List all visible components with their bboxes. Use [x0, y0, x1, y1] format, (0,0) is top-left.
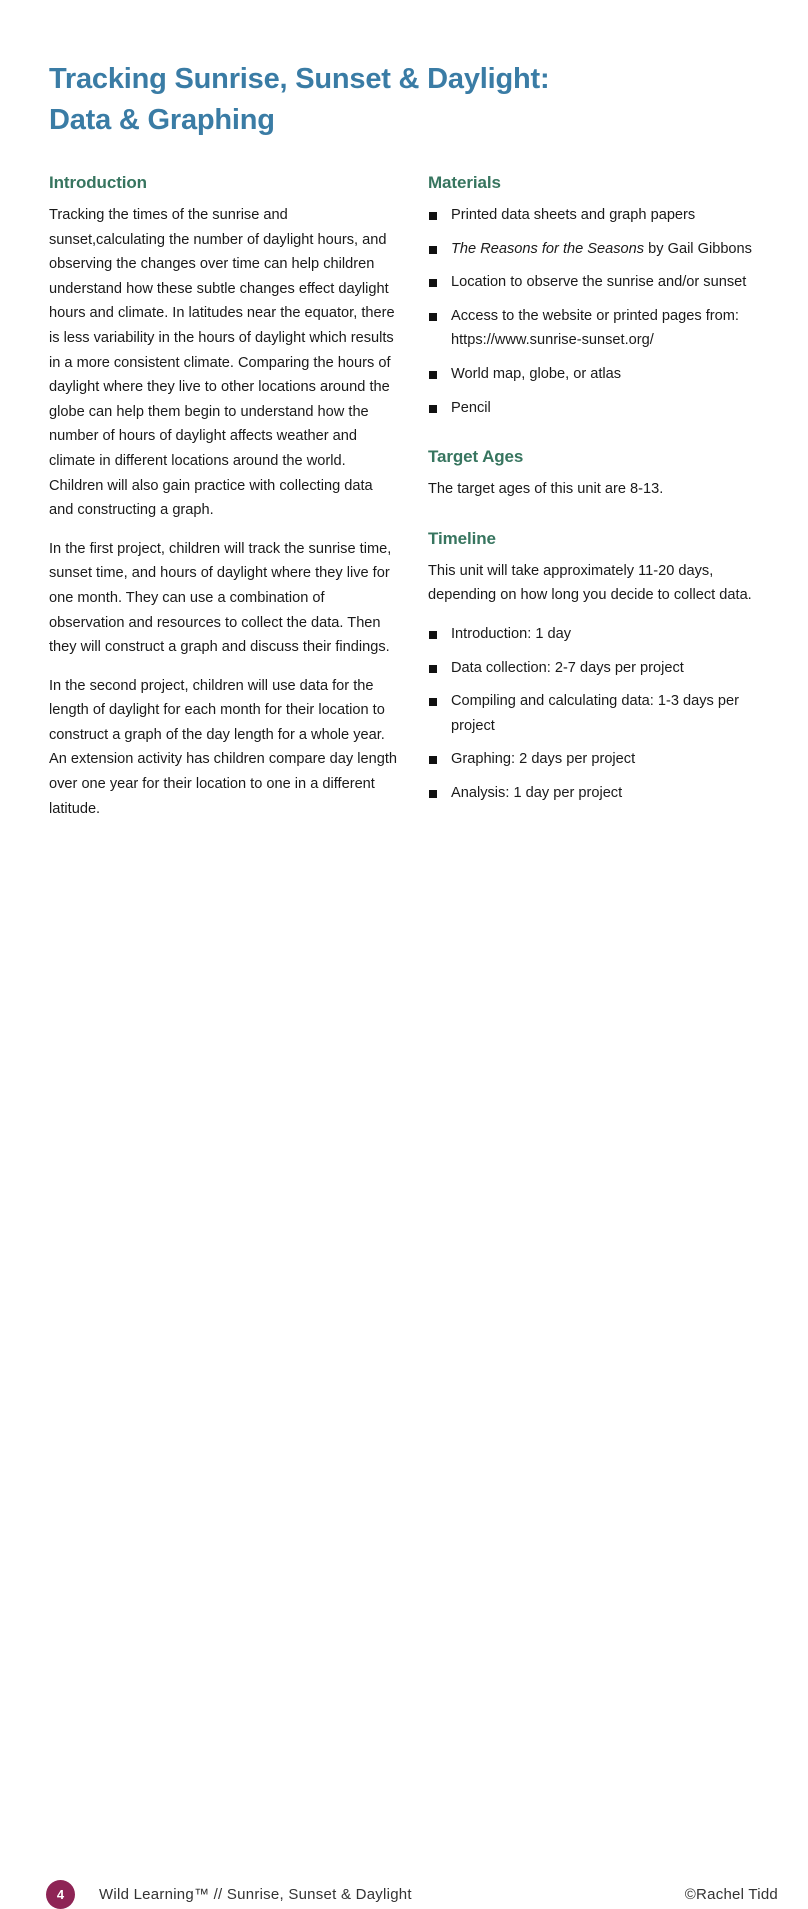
square-bullet-icon: [429, 405, 437, 413]
left-column: [49, 172, 401, 821]
list-item: [428, 304, 780, 353]
list-item-label: Location to observe the sunrise and/or sunset: [451, 274, 747, 291]
square-bullet-icon: [429, 698, 437, 706]
list-item-label: Pencil: [451, 399, 491, 416]
page-title-line-2: Data & Graphing: [49, 104, 275, 136]
list-item-label: Access to the website or printed pages from: https://www.sunrise-sunset.org/: [451, 307, 739, 349]
list-item: [428, 622, 780, 647]
list-item: [428, 203, 780, 228]
introduction-paragraph-1: Tracking the times of the sunrise and sunset,calculating the number of daylight hours, and observing the changes over time can help children understand how these subtle changes effect daylight hours and climate. In latitudes near the equator, there is less variability in the hours of daylight which results in a more consistent climate. Comparing the hours of daylight where they live to other locations around the globe can help them begin to understand how the number of hours of daylight affects weather and climate in different locations around the world. Children will also gain practice with collecting data and constructing a graph.: [49, 207, 395, 519]
list-item-label: Printed data sheets and graph papers: [451, 207, 696, 223]
list-item: [428, 689, 780, 738]
page-footer: [0, 938, 808, 1903]
list-item-label: Data collection: 2-7 days per project: [451, 659, 684, 676]
list-item-label: Compiling and calculating data: 1-3 days per project: [451, 693, 739, 734]
square-bullet-icon: [429, 313, 437, 321]
list-item: [428, 362, 780, 387]
square-bullet-icon: [429, 756, 437, 764]
list-item-label: Introduction: 1 day: [451, 625, 572, 642]
right-column: [428, 172, 780, 806]
materials-heading: Materials: [428, 173, 501, 192]
footer-brand-text: Wild Learning™ // Sunrise, Sunset & Daylight: [99, 1886, 412, 1903]
list-item-label: by Gail Gibbons: [644, 240, 752, 257]
introduction-heading: Introduction: [49, 173, 147, 192]
list-item: [428, 656, 780, 681]
page-title: [49, 59, 749, 141]
square-bullet-icon: [429, 665, 437, 673]
list-item-label: Graphing: 2 days per project: [451, 751, 636, 768]
list-item: [428, 237, 780, 262]
timeline-list: [428, 622, 780, 806]
timeline-heading: Timeline: [428, 528, 496, 548]
target-ages-heading: Target Ages: [428, 447, 524, 467]
square-bullet-icon: [429, 212, 437, 220]
page-number-badge: 4: [46, 1880, 75, 1909]
list-item: [428, 781, 780, 806]
square-bullet-icon: [429, 246, 437, 254]
book-title: The Reasons for the Seasons: [451, 240, 645, 257]
page-title-line-1: Tracking Sunrise, Sunset & Daylight:: [49, 63, 550, 95]
footer-copyright: ©Rachel Tidd: [684, 1886, 778, 1903]
square-bullet-icon: [429, 279, 437, 287]
timeline-intro-text: This unit will take approximately 11-20 days, depending on how long you decide to collect data.: [428, 562, 752, 604]
list-item: [428, 270, 780, 295]
list-item: [428, 747, 780, 772]
materials-list: [428, 203, 780, 420]
square-bullet-icon: [429, 371, 437, 379]
introduction-paragraph-2: In the first project, children will track the sunrise time, sunset time, and hours of daylight where they live for one month. They can use a combination of observation and resources to collect the data. Then they will construct a graph and discuss their findings.: [49, 540, 392, 656]
introduction-paragraph-3: In the second project, children will use data for the length of daylight for each month for their location to construct a graph of the day length for a whole year. An extension activity has children compare day length over one year for their location to one in a different latitude.: [49, 677, 398, 817]
list-item-label: World map, globe, or atlas: [451, 365, 622, 382]
list-item: [428, 396, 780, 421]
list-item-label: Analysis: 1 day per project: [451, 784, 623, 801]
square-bullet-icon: [429, 790, 437, 798]
target-ages-text: The target ages of this unit are 8-13.: [428, 481, 664, 498]
square-bullet-icon: [429, 631, 437, 639]
